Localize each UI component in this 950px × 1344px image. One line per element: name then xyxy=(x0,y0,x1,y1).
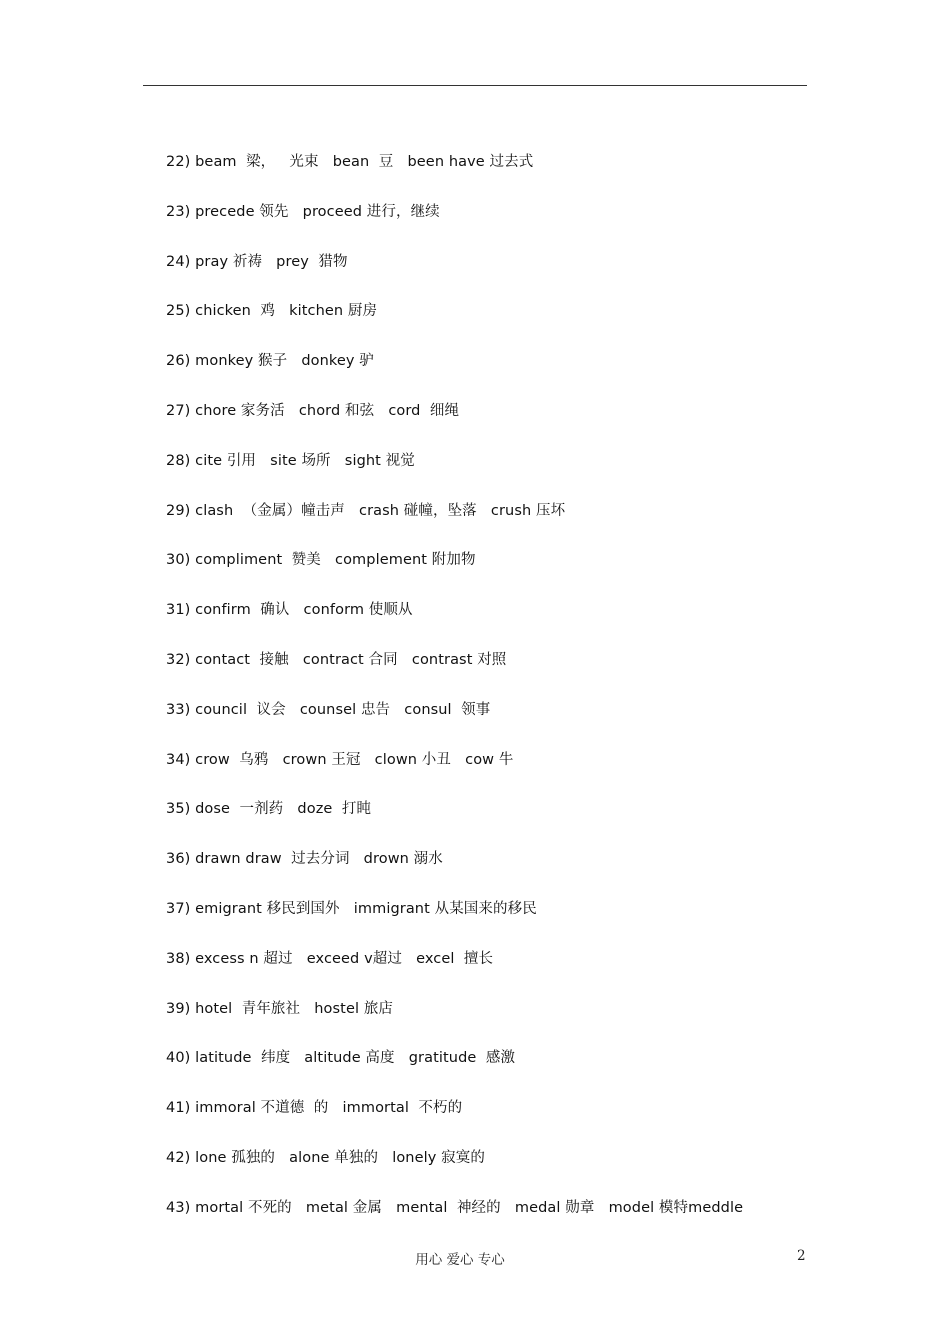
vocabulary-entry: 27) chore 家务活 chord 和弦 cord 细绳 xyxy=(166,402,460,419)
vocabulary-entry: 30) compliment 赞美 complement 附加物 xyxy=(166,552,476,569)
header-rule xyxy=(143,85,807,86)
vocabulary-entry: 36) drawn draw 过去分词 drown 溺水 xyxy=(166,851,443,868)
page-number: 2 xyxy=(797,1248,806,1264)
vocabulary-entry: 42) lone 孤独的 alone 单独的 lonely 寂寞的 xyxy=(166,1149,485,1166)
page-footer xyxy=(0,1248,950,1268)
vocabulary-entry: 38) excess n 超过 exceed v超过 excel 擅长 xyxy=(166,950,494,967)
vocabulary-entry: 26) monkey 猴子 donkey 驴 xyxy=(166,353,374,370)
vocabulary-entry: 43) mortal 不死的 metal 金属 mental 神经的 medal 勋章 model 模特meddle xyxy=(166,1199,744,1216)
vocabulary-entry: 40) latitude 纬度 altitude 高度 gratitude 感激 xyxy=(166,1050,516,1067)
vocabulary-entry: 29) clash （金属）幢击声 crash 碰幢，坠落 crush 压坏 xyxy=(166,502,566,519)
vocabulary-entry: 28) cite 引用 site 场所 sight 视觉 xyxy=(166,452,415,469)
vocabulary-entry: 35) dose 一剂药 doze 打盹 xyxy=(166,801,372,818)
vocabulary-entry: 41) immoral 不道德 的 immortal 不朽的 xyxy=(166,1100,463,1117)
vocabulary-entry: 34) crow 乌鸦 crown 王冠 clown 小丑 cow 牛 xyxy=(166,751,514,768)
vocabulary-list xyxy=(166,150,816,1246)
vocabulary-entry: 25) chicken 鸡 kitchen 厨房 xyxy=(166,303,378,320)
vocabulary-entry: 31) confirm 确认 conform 使顺从 xyxy=(166,602,413,619)
vocabulary-entry: 22) beam 梁， 光束 bean 豆 been have 过去式 xyxy=(166,154,534,170)
vocabulary-entry: 24) pray 祈祷 prey 猎物 xyxy=(166,253,348,270)
vocabulary-entry: 32) contact 接触 contract 合同 contrast 对照 xyxy=(166,651,507,668)
vocabulary-entry: 23) precede 领先 proceed 进行，继续 xyxy=(166,203,440,220)
vocabulary-entry: 33) council 议会 counsel 忠告 consul 领事 xyxy=(166,701,491,718)
vocabulary-entry: 37) emigrant 移民到国外 immigrant 从某国来的移民 xyxy=(166,900,537,917)
vocabulary-entry: 39) hotel 青年旅社 hostel 旅店 xyxy=(166,1000,394,1017)
footer-text: 用心 爱心 专心 xyxy=(415,1252,505,1268)
